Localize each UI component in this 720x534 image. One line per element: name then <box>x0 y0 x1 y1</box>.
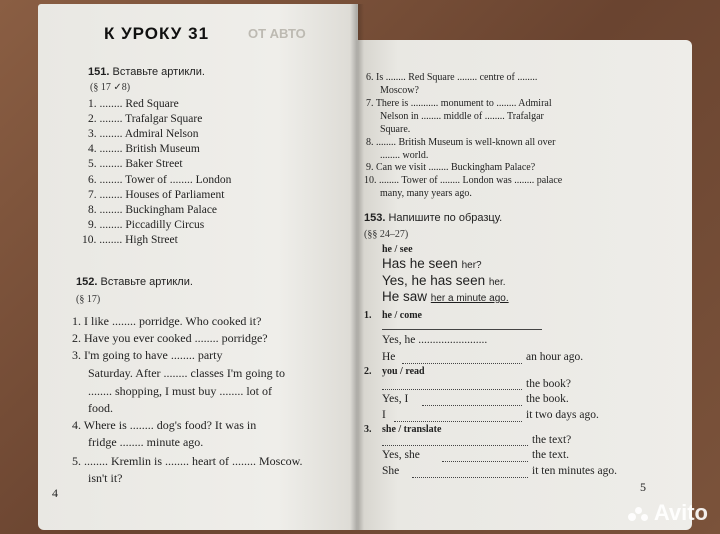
task-2-line: I <box>382 409 386 421</box>
exercise-151-item: 8. ........ Buckingham Palace <box>88 204 218 216</box>
exercise-151-item: 5. ........ Baker Street <box>88 158 183 170</box>
exercise-152-line: fridge ........ minute ago. <box>88 435 204 449</box>
bleed-through-text: ОТ АВТО <box>248 26 306 41</box>
book-spine-shadow <box>350 4 364 530</box>
task-3-number: 3. <box>364 424 372 435</box>
exercise-152-title <box>76 276 193 288</box>
task-1-line: an hour ago. <box>526 351 584 363</box>
exercise-152-item: Square. <box>380 124 411 135</box>
task-3-line: the text? <box>532 434 572 446</box>
sample-main: He saw <box>382 289 428 304</box>
sample-main: Has he seen <box>382 256 458 271</box>
exercise-151-item: 2. ........ Trafalgar Square <box>88 113 203 125</box>
exercise-152-item: 10. ........ Tower of ........ London was ........ palace <box>364 175 563 186</box>
task-1-number: 1. <box>364 310 372 321</box>
task-3-line: Yes, she <box>382 449 420 461</box>
exercise-152-number: 152. <box>76 276 98 288</box>
sample-hint: he / see <box>382 244 413 255</box>
exercise-152-instruction: Вставьте артикли. <box>100 276 193 288</box>
exercise-153-number: 153. <box>364 212 386 224</box>
answer-line <box>382 329 542 330</box>
task-2-line: the book. <box>526 393 569 405</box>
task-2-number: 2. <box>364 366 372 377</box>
sample-line <box>382 273 506 288</box>
page-number-right: 5 <box>640 480 646 494</box>
exercise-152-item: ........ world. <box>380 150 429 161</box>
exercise-152-item: 9. Can we visit ........ Buckingham Palace? <box>366 162 536 173</box>
exercise-153-instruction: Напишите по образцу. <box>388 212 503 224</box>
task-2-line: it two days ago. <box>526 409 599 421</box>
exercise-151-number: 151. <box>88 66 110 78</box>
exercise-152-line: 5. ........ Kremlin is ........ heart of ........ Moscow. <box>72 454 303 468</box>
task-3-line: She <box>382 465 400 477</box>
lesson-heading: К УРОКУ 31 <box>104 24 210 43</box>
sample-main: Yes, he has seen <box>382 273 486 288</box>
exercise-151-item: 3. ........ Admiral Nelson <box>88 128 199 140</box>
exercise-152-line: 3. I'm going to have ........ party <box>72 348 223 362</box>
exercise-152-item: 6. Is ........ Red Square ........ centre of ........ <box>366 72 538 83</box>
answer-line <box>442 461 528 462</box>
task-2-line: Yes, I <box>382 393 409 405</box>
exercise-152-item: Nelson in ........ middle of ........ Trafalgar <box>380 111 544 122</box>
page-number-left: 4 <box>52 486 58 500</box>
answer-line <box>394 421 522 422</box>
exercise-151-title <box>88 66 205 78</box>
exercise-152-line: ........ shopping, I must buy ........ lot of <box>88 384 273 398</box>
exercise-153-title <box>364 212 502 224</box>
answer-line <box>382 389 522 390</box>
exercise-152-line: isn't it? <box>88 471 123 485</box>
task-3-line: it ten minutes ago. <box>532 465 617 477</box>
answer-line <box>412 477 528 478</box>
task-3-hint: she / translate <box>382 424 442 435</box>
exercise-151-item: 4. ........ British Museum <box>88 143 200 155</box>
avito-logo-icon <box>628 507 650 521</box>
exercise-152-line: Saturday. After ........ classes I'm going to <box>88 366 286 380</box>
exercise-152-line: 4. Where is ........ dog's food? It was in <box>72 418 257 432</box>
task-1-line: Yes, he ........................ <box>382 334 488 346</box>
right-page <box>358 40 692 530</box>
exercise-151-instruction: Вставьте артикли. <box>112 66 205 78</box>
sample-line <box>382 289 509 304</box>
exercise-152-line: 1. I like ........ porridge. Who cooked it? <box>72 314 262 328</box>
exercise-152-item: 8. ........ British Museum is well-known all over <box>366 137 556 148</box>
sample-tail: her? <box>461 260 482 271</box>
exercise-151-item: 10. ........ High Street <box>82 234 178 246</box>
exercise-152-line: 2. Have you ever cooked ........ porridge? <box>72 331 268 345</box>
exercise-151-item: 6. ........ Tower of ........ London <box>88 174 232 186</box>
sample-tail: her. <box>488 277 506 288</box>
watermark-text: Avito <box>653 500 708 525</box>
exercise-151-item: 7. ........ Houses of Parliament <box>88 189 225 201</box>
exercise-151-paragraph: (§ 17 ✓8) <box>90 82 131 93</box>
exercise-151-item: 1. ........ Red Square <box>88 98 179 110</box>
exercise-152-item: Moscow? <box>380 85 419 96</box>
exercise-152-paragraph: (§ 17) <box>76 294 101 305</box>
avito-watermark <box>628 500 708 526</box>
exercise-152-item: many, many years ago. <box>380 188 472 199</box>
exercise-153-paragraph: (§§ 24–27) <box>364 229 409 240</box>
exercise-152-item: 7. There is ........... monument to ........ Admiral <box>366 98 552 109</box>
exercise-151-item: 9. ........ Piccadilly Circus <box>88 219 205 231</box>
left-page <box>38 4 358 530</box>
answer-line <box>382 445 528 446</box>
task-1-hint: he / come <box>382 310 422 321</box>
task-2-hint: you / read <box>382 366 425 377</box>
task-2-line: the book? <box>526 378 572 390</box>
sample-line <box>382 256 482 271</box>
task-1-line: He <box>382 351 396 363</box>
sample-tail: her a minute ago. <box>430 293 509 304</box>
answer-line <box>422 405 522 406</box>
exercise-152-line: food. <box>88 401 113 415</box>
answer-line <box>402 363 522 364</box>
task-3-line: the text. <box>532 449 570 461</box>
